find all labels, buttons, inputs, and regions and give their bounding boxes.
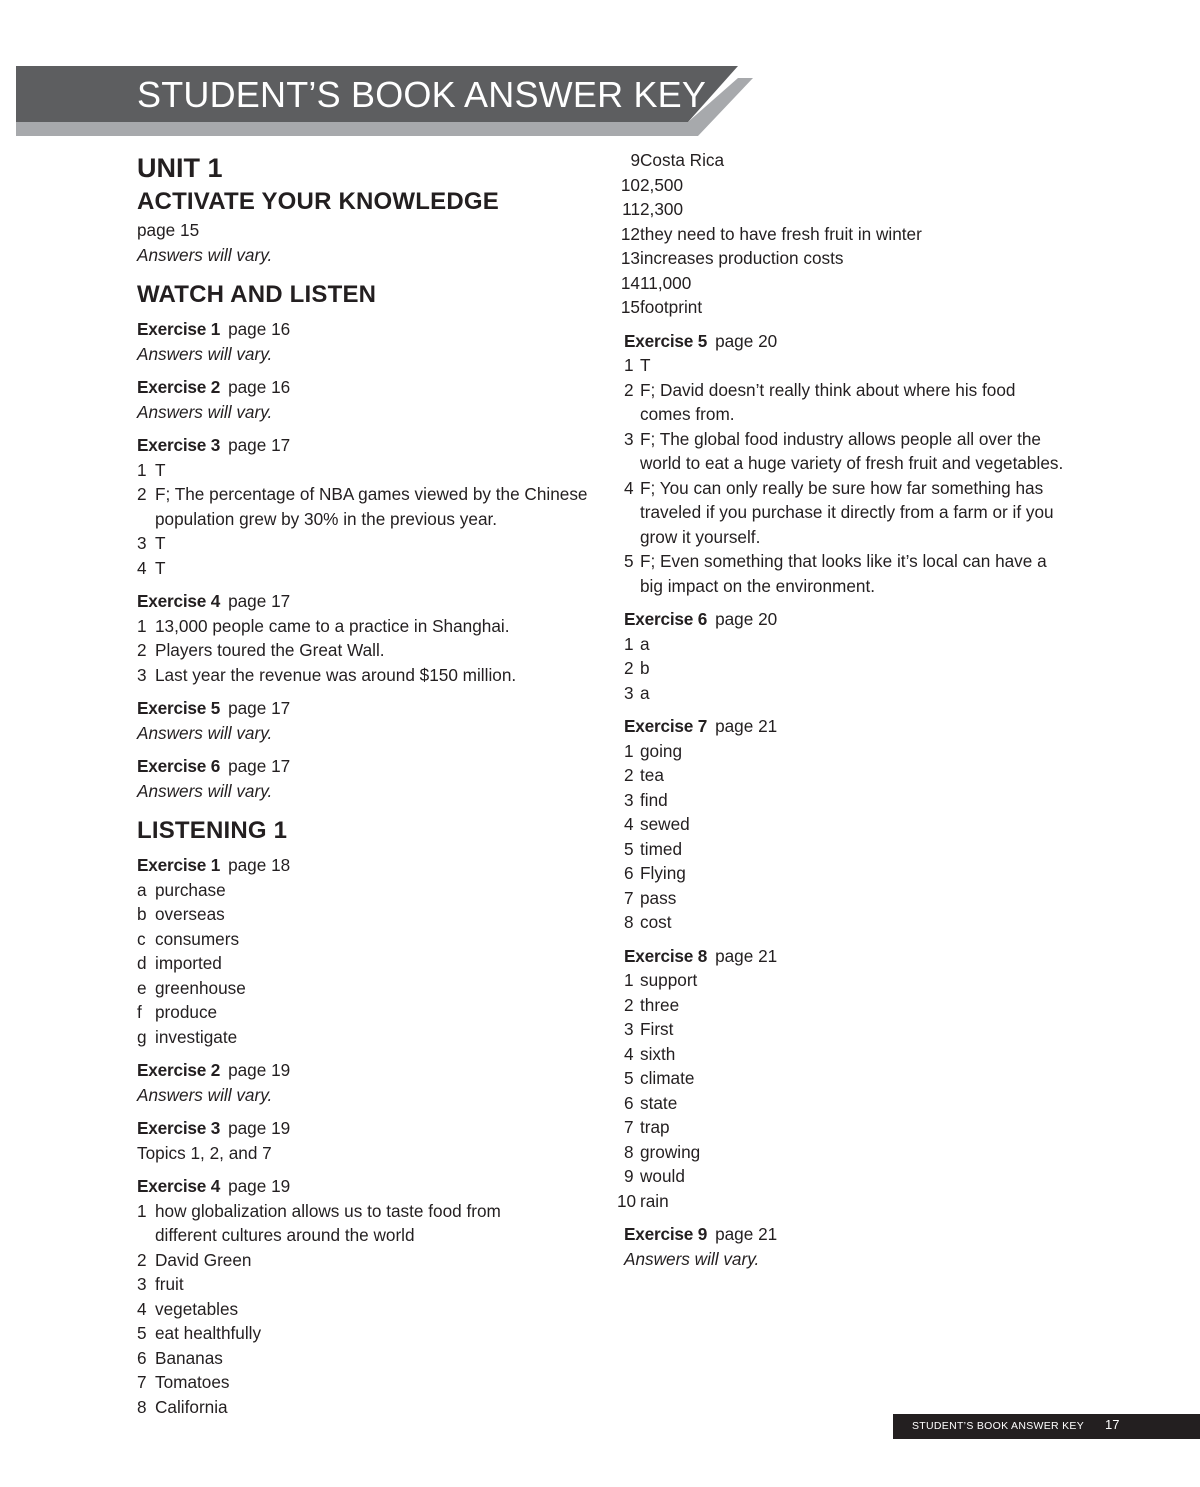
answer-number: 11: [622, 199, 640, 219]
answer-text: T: [155, 557, 166, 578]
section-heading-watch: WATCH AND LISTEN: [137, 281, 377, 308]
page-reference: page 18: [228, 855, 291, 875]
section-heading-listening: LISTENING 1: [137, 817, 288, 844]
answer-text: support: [640, 970, 698, 990]
answer-item: [137, 976, 597, 1001]
exercise-title: Exercise 4: [137, 591, 221, 611]
answer-text: F; You can only really be sure how far something has traveled if you purchase it directly from a farm or if you grow it yourself.: [640, 477, 1054, 547]
exercise-block: [137, 433, 597, 580]
answer-text: California: [155, 1396, 228, 1417]
answer-text: produce: [155, 1002, 218, 1022]
page-reference: page 17: [228, 698, 291, 718]
answer-item: [137, 1199, 597, 1248]
answer-number: 4: [137, 1298, 147, 1319]
answer-text: climate: [640, 1068, 695, 1088]
answer-note: Answers will vary.: [137, 1084, 273, 1105]
exercise-title: Exercise 6: [137, 756, 221, 776]
answer-item: [617, 295, 1067, 320]
answer-item: [624, 739, 1067, 764]
answer-number: 4: [624, 1043, 634, 1064]
answer-item: [624, 1042, 1067, 1067]
page-reference: page 15: [137, 220, 200, 240]
exercise-title: Exercise 8: [624, 945, 708, 966]
page-reference: page 20: [715, 330, 778, 351]
exercise-block: [137, 375, 597, 424]
exercise-title: Exercise 6: [624, 609, 708, 629]
exercise-title: Exercise 2: [137, 1060, 221, 1080]
answer-item: [137, 1025, 597, 1050]
answer-text: sewed: [640, 814, 690, 834]
answer-letter: d: [137, 953, 147, 973]
exercise-block: [137, 696, 597, 745]
answer-item: [624, 1115, 1067, 1140]
answer-number: 8: [137, 1396, 147, 1417]
answer-number: 4: [624, 477, 634, 498]
answer-item: [137, 1346, 597, 1371]
answer-text: b: [640, 658, 650, 678]
answer-note: Answers will vary.: [137, 343, 273, 364]
continued-answer-list: [617, 148, 1067, 320]
answer-text: vegetables: [155, 1298, 239, 1319]
answer-text: First: [640, 1019, 674, 1039]
answer-item: [624, 427, 1067, 476]
exercise-block: [137, 1174, 597, 1419]
answer-item: [137, 878, 597, 903]
answer-number: 8: [624, 1141, 634, 1162]
answer-number: 9: [630, 150, 640, 170]
answer-item: [137, 1297, 597, 1322]
answer-text: growing: [640, 1141, 701, 1162]
answer-item: [617, 246, 1067, 271]
answer-text: F; Even something that looks like it’s local can have a big impact on the environment.: [640, 551, 1047, 596]
exercise-title: Exercise 5: [624, 330, 708, 351]
answer-number: 14: [620, 272, 640, 293]
left-column: [137, 150, 597, 1419]
answer-item: [624, 1017, 1067, 1042]
answer-number: 8: [624, 912, 634, 932]
answer-item: [137, 1395, 597, 1420]
answer-number: 3: [137, 664, 147, 685]
answer-text: purchase: [155, 879, 226, 900]
page-reference: page 19: [228, 1176, 291, 1196]
answer-item: [624, 812, 1067, 837]
answer-letter: e: [137, 977, 147, 998]
answer-number: 3: [624, 789, 634, 810]
answer-text: investigate: [155, 1026, 238, 1047]
right-column: [617, 148, 1067, 1271]
answer-number: 6: [137, 1347, 147, 1368]
answer-text: T: [640, 355, 651, 375]
unit-title: UNIT 1: [137, 153, 223, 183]
answer-number: 10: [620, 174, 640, 195]
answer-number: 5: [624, 838, 634, 859]
answer-item: [137, 1248, 597, 1273]
answer-item: [624, 656, 1067, 681]
answer-text: F; The global food industry allows people all over the world to eat a huge variety of fresh fruit and vegetables.: [640, 428, 1064, 473]
answer-text: David Green: [155, 1249, 252, 1270]
exercise-title: Exercise 2: [137, 377, 221, 397]
answer-text: sixth: [640, 1043, 676, 1064]
answer-text: 11,000: [640, 272, 692, 293]
answer-number: 4: [137, 557, 147, 578]
answer-item: [617, 222, 1067, 247]
answer-item: [624, 763, 1067, 788]
exercise-title: Exercise 1: [137, 855, 221, 875]
answer-number: 3: [137, 1274, 147, 1294]
exercise-block: [137, 754, 597, 803]
answer-item: [137, 556, 597, 581]
answer-number: 2: [137, 640, 147, 660]
answer-text: F; David doesn’t really think about where his food comes from.: [640, 379, 1016, 424]
answer-text: cost: [640, 912, 672, 932]
answer-item: [137, 1321, 597, 1346]
answer-text: Bananas: [155, 1347, 223, 1368]
exercise-block: [617, 944, 1067, 1214]
exercise-block: [137, 1058, 597, 1107]
answer-number: 9: [624, 1166, 634, 1186]
exercise-title: Exercise 4: [137, 1176, 221, 1196]
answer-text: a: [640, 682, 650, 703]
answer-item: [624, 681, 1067, 706]
answer-text: imported: [155, 953, 222, 973]
answer-text: find: [640, 789, 668, 810]
answer-number: 1: [137, 615, 147, 636]
exercise-title: Exercise 5: [137, 698, 221, 718]
page-reference: page 16: [228, 377, 291, 397]
answer-number: 1: [624, 633, 634, 654]
answer-item: [137, 951, 597, 976]
answer-text: going: [640, 740, 683, 761]
answer-number: 5: [624, 1068, 634, 1088]
answer-number: 2: [137, 484, 147, 504]
exercise-block: [624, 329, 1067, 599]
answer-item: [617, 1189, 1067, 1214]
answer-item: [624, 549, 1067, 598]
answer-item: [137, 614, 597, 639]
answer-item: [137, 458, 597, 483]
answer-item: [624, 1140, 1067, 1165]
page-reference: page 17: [228, 591, 291, 611]
answer-number: 2: [624, 994, 634, 1015]
answer-letter: f: [137, 1002, 142, 1022]
answer-item: [624, 1091, 1067, 1116]
answer-number: 1: [624, 355, 634, 375]
answer-item: [624, 861, 1067, 886]
answer-item: [624, 476, 1067, 550]
footer-label: STUDENT’S BOOK ANSWER KEY: [912, 1420, 1085, 1432]
answer-text: greenhouse: [155, 977, 246, 998]
exercise-block: [137, 317, 597, 366]
answer-item: [137, 902, 597, 927]
answer-item: [624, 1164, 1067, 1189]
exercise-title: Exercise 1: [137, 319, 221, 339]
answer-text: Flying: [640, 863, 686, 883]
answer-item: [624, 788, 1067, 813]
answer-number: 2: [624, 658, 634, 678]
answer-number: 7: [137, 1372, 147, 1392]
answer-text: Last year the revenue was around $150 million.: [155, 664, 517, 685]
answer-text: Players toured the Great Wall.: [155, 640, 385, 660]
answer-number: 2: [624, 379, 634, 400]
exercise-block: [624, 714, 1067, 935]
answer-text: timed: [640, 838, 683, 859]
page-reference: page 21: [715, 945, 778, 966]
answer-text: increases production costs: [640, 248, 844, 268]
answer-text: they need to have fresh fruit in winter: [640, 223, 922, 244]
exercise-block: [137, 1116, 597, 1165]
answer-number: 5: [137, 1323, 147, 1343]
answer-item: [624, 1066, 1067, 1091]
answer-number: 10: [617, 1190, 637, 1211]
answer-note: Answers will vary.: [137, 722, 273, 743]
answer-number: 3: [137, 533, 147, 553]
answer-text: overseas: [155, 904, 225, 924]
answer-item: [137, 927, 597, 952]
answer-text: tea: [640, 765, 664, 785]
answer-item: [137, 1370, 597, 1395]
answer-item: [617, 197, 1067, 222]
answer-text: T: [155, 459, 166, 480]
answer-text: Tomatoes: [155, 1372, 230, 1392]
answer-text: would: [640, 1166, 685, 1186]
exercise-title: Exercise 3: [137, 435, 221, 455]
answer-item: [624, 910, 1067, 935]
answer-note: Answers will vary.: [624, 1248, 760, 1269]
page-reference: page 16: [228, 319, 291, 339]
answer-note: Topics 1, 2, and 7: [137, 1142, 272, 1163]
page-reference: page 21: [715, 1224, 778, 1244]
answer-letter: a: [137, 879, 147, 900]
answer-number: 2: [137, 1249, 147, 1270]
answer-item: [137, 1272, 597, 1297]
answer-item: [624, 993, 1067, 1018]
answer-item: [624, 353, 1067, 378]
answer-text: trap: [640, 1117, 670, 1137]
answer-item: [624, 837, 1067, 862]
answer-item: [137, 482, 597, 531]
answer-note: Answers will vary.: [137, 401, 273, 422]
answer-item: [624, 968, 1067, 993]
answer-number: 15: [620, 297, 640, 317]
answer-item: [624, 886, 1067, 911]
answer-number: 3: [624, 1019, 634, 1039]
answer-text: F; The percentage of NBA games viewed by the Chinese population grew by 30% in the previous year.: [155, 484, 588, 529]
answer-number: 5: [624, 551, 634, 571]
footer-bar: [893, 1414, 1200, 1439]
answer-text: Costa Rica: [640, 150, 725, 170]
exercise-title: Exercise 3: [137, 1118, 221, 1138]
page-number: 17: [1105, 1417, 1120, 1432]
answer-number: 12: [620, 223, 640, 244]
answer-number: 6: [624, 863, 634, 883]
answer-item: [137, 663, 597, 688]
answer-text: fruit: [155, 1274, 184, 1294]
answer-item: [137, 1000, 597, 1025]
answer-item: [617, 271, 1067, 296]
answer-number: 1: [624, 740, 634, 761]
exercise-block: [624, 1222, 1067, 1271]
answer-text: footprint: [640, 297, 703, 317]
page-reference: page 17: [228, 756, 291, 776]
answer-number: 6: [624, 1092, 634, 1113]
page-title: STUDENT’S BOOK ANSWER KEY: [137, 74, 707, 115]
answer-number: 1: [137, 459, 147, 480]
answer-text: state: [640, 1092, 678, 1113]
exercise-block: [137, 853, 597, 1049]
answer-item: [624, 632, 1067, 657]
answer-item: [624, 378, 1067, 427]
answer-item: [617, 173, 1067, 198]
answer-note: Answers will vary.: [137, 780, 273, 801]
answer-text: three: [640, 994, 680, 1015]
answer-text: T: [155, 533, 166, 553]
answer-letter: b: [137, 904, 147, 924]
page-reference: page 17: [228, 435, 291, 455]
exercise-title: Exercise 9: [624, 1224, 708, 1244]
answer-text: how globalization allows us to taste food from different cultures around the world: [155, 1200, 501, 1245]
answer-item: [617, 148, 1067, 173]
answer-number: 3: [624, 682, 634, 703]
page-reference: page 20: [715, 609, 778, 629]
answer-number: 7: [624, 887, 634, 908]
page-reference: page 21: [715, 716, 778, 736]
answer-text: 13,000 people came to a practice in Shanghai.: [155, 615, 510, 636]
answer-number: 13: [620, 248, 640, 268]
answer-letter: g: [137, 1026, 147, 1047]
exercise-title: Exercise 7: [624, 716, 708, 736]
answer-text: 2,500: [640, 174, 684, 195]
exercise-block: [137, 589, 597, 687]
answer-text: eat healthfully: [155, 1323, 262, 1343]
answer-note: Answers will vary.: [137, 244, 273, 265]
answer-number: 3: [624, 428, 634, 449]
answer-text: consumers: [155, 928, 240, 949]
section-heading-activate: ACTIVATE YOUR KNOWLEDGE: [137, 188, 499, 215]
answer-number: 4: [624, 814, 634, 834]
answer-item: [137, 638, 597, 663]
answer-text: pass: [640, 887, 677, 908]
answer-text: rain: [640, 1190, 669, 1211]
page-reference: page 19: [228, 1060, 291, 1080]
answer-item: [137, 531, 597, 556]
answer-number: 1: [137, 1200, 147, 1221]
answer-text: 2,300: [640, 199, 684, 219]
answer-number: 2: [624, 765, 634, 785]
answer-text: a: [640, 633, 650, 654]
answer-number: 1: [624, 970, 634, 990]
page-reference: page 19: [228, 1118, 291, 1138]
answer-number: 7: [624, 1117, 634, 1137]
answer-letter: c: [137, 928, 146, 949]
exercise-block: [624, 607, 1067, 705]
